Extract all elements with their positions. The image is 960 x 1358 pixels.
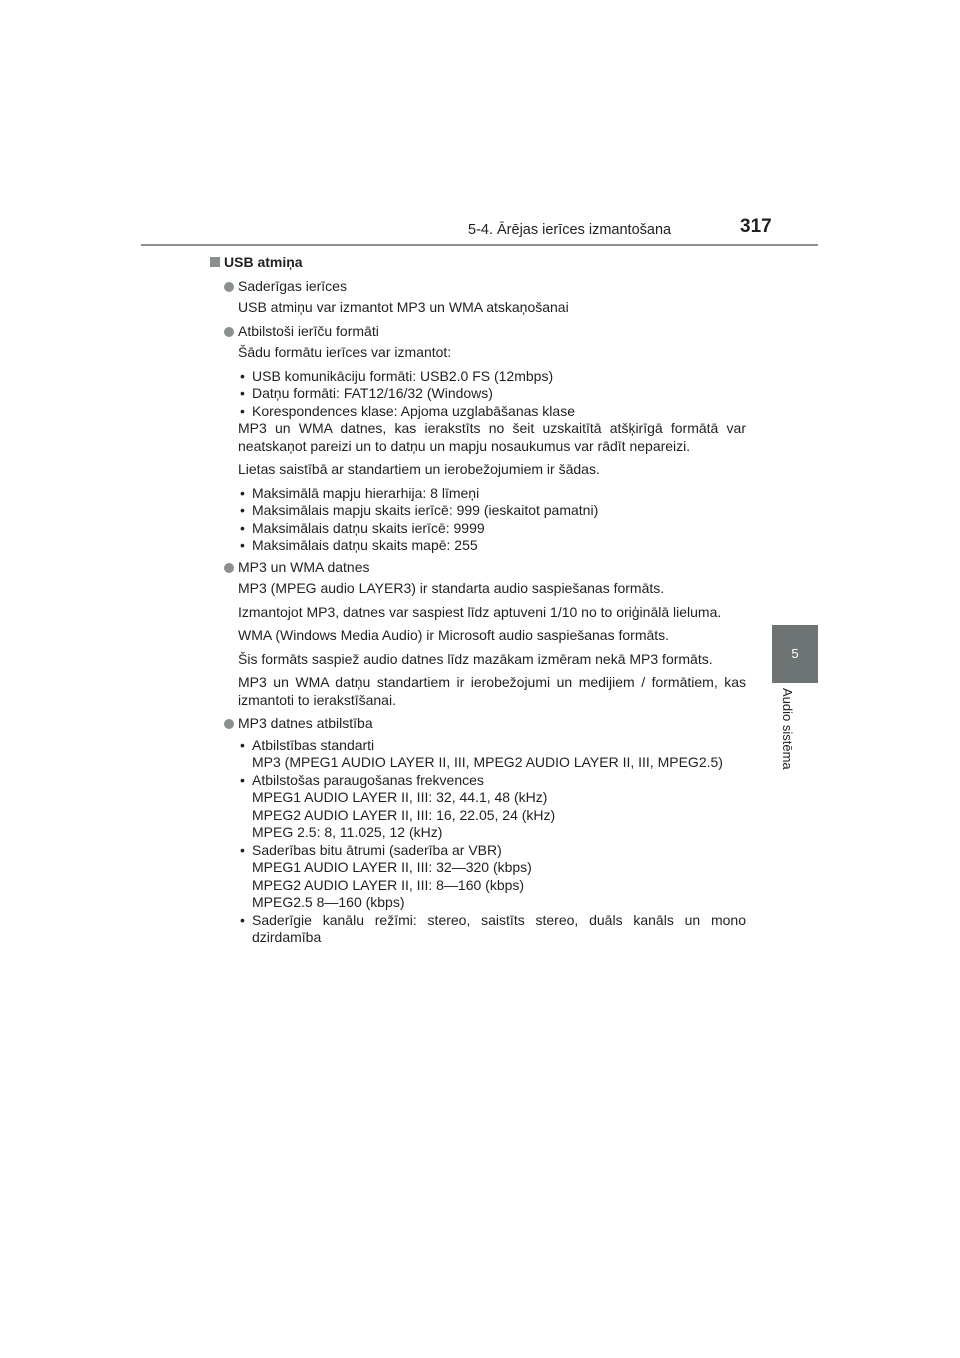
list-item-detail: MPEG2 AUDIO LAYER II, III: 16, 22.05, 24 (kHz) — [252, 806, 556, 823]
limits-list — [238, 485, 746, 555]
paragraph: Šādu formātu ierīces var izmantot: — [238, 344, 452, 360]
list-item: • Datņu formāti: FAT12/16/32 (Windows) — [238, 385, 746, 403]
list-item: • Korespondences klase: Apjoma uzglabāšanas klase — [238, 403, 746, 421]
list-item-title: • Atbilstošas paraugošanas frekvences — [252, 771, 484, 788]
header-divider — [141, 244, 818, 246]
list-item — [238, 912, 746, 947]
bullet-title: Saderīgas ierīces — [238, 277, 347, 294]
bullet-title: MP3 datnes atbilstība — [238, 715, 373, 731]
page-content — [210, 254, 746, 953]
list-item-detail: MPEG1 AUDIO LAYER II, III: 32—320 (kbps) — [252, 859, 532, 875]
format-list — [238, 368, 746, 421]
bullet-heading — [210, 278, 746, 296]
circle-bullet-icon — [224, 282, 234, 292]
paragraph: MP3 (MPEG audio LAYER3) ir standarta audio saspiešanas formāts. — [238, 580, 665, 596]
list-item-detail: MPEG2 AUDIO LAYER II, III: 8—160 (kbps) — [252, 876, 525, 893]
list-item: • Maksimālais mapju skaits ierīcē: 999 (ieskaitot pamatni) — [238, 502, 746, 520]
paragraph: USB atmiņu var izmantot MP3 un WMA atskaņošanai — [238, 299, 569, 315]
bullet-heading — [210, 715, 746, 733]
list-item-detail: MPEG2.5 8—160 (kbps) — [252, 894, 405, 910]
list-item-detail: MPEG 2.5: 8, 11.025, 12 (kHz) — [252, 824, 443, 840]
bullet-title: Atbilstoši ierīču formāti — [238, 322, 379, 339]
chapter-title: 5-4. Ārējas ierīces izmantošana — [468, 222, 672, 238]
bullet-title: MP3 un WMA datnes — [238, 558, 370, 575]
list-item: • USB komunikāciju formāti: USB2.0 FS (12mbps) — [238, 368, 746, 386]
list-item — [238, 737, 746, 772]
paragraph: MP3 un WMA datņu standartiem ir ierobežojumi un medijiem / formātiem, kas izmantoti to ierakstīšanai. — [238, 674, 746, 708]
chapter-tab-number: 5 — [791, 646, 799, 661]
list-item: • Maksimālais datņu skaits ierīcē: 9999 — [238, 520, 746, 538]
page-number: 317 — [740, 216, 772, 237]
list-item — [238, 772, 746, 842]
paragraph: Šis formāts saspiež audio datnes līdz mazākam izmēram nekā MP3 formāts. — [238, 650, 713, 667]
bullet-heading — [210, 559, 746, 577]
list-item — [238, 842, 746, 912]
chapter-tab-label: Audio sistēma — [780, 688, 795, 770]
paragraph: WMA (Windows Media Audio) ir Microsoft audio saspiešanas formāts. — [238, 627, 670, 643]
list-item-detail: MPEG1 AUDIO LAYER II, III: 32, 44.1, 48 (kHz) — [252, 789, 548, 805]
circle-bullet-icon — [224, 563, 234, 573]
chapter-tab — [772, 625, 818, 683]
circle-bullet-icon — [224, 327, 234, 337]
list-item-title: • Atbilstības standarti — [252, 736, 375, 753]
list-item-detail: MP3 (MPEG1 AUDIO LAYER II, III, MPEG2 AUDIO LAYER II, III, MPEG2.5) — [252, 754, 723, 770]
section-title: USB atmiņa — [224, 254, 303, 270]
paragraph: MP3 un WMA datnes, kas ierakstīts no šeit uzskaitītā atšķirīgā formātā var neatskaņot pareizi un to datņu un mapju nosaukumus var rādīt nepareizi. — [238, 420, 746, 454]
mp3-compat-list — [238, 737, 746, 947]
list-item-title: • Saderīgie kanālu režīmi: stereo, saistīts stereo, duāls kanāls un mono dzirdamība — [252, 911, 746, 945]
section-heading — [210, 254, 746, 272]
paragraph: Lietas saistībā ar standartiem un ierobežojumiem ir šādas. — [238, 461, 600, 477]
list-item: • Maksimālais datņu skaits mapē: 255 — [238, 537, 746, 555]
square-bullet-icon — [210, 257, 220, 267]
circle-bullet-icon — [224, 719, 234, 729]
list-item: • Maksimālā mapju hierarhija: 8 līmeņi — [238, 485, 746, 503]
bullet-heading — [210, 323, 746, 341]
paragraph: Izmantojot MP3, datnes var saspiest līdz aptuveni 1/10 no to oriģinālā lieluma. — [238, 603, 722, 620]
list-item-title: • Saderības bitu ātrumi (saderība ar VBR) — [252, 841, 502, 858]
